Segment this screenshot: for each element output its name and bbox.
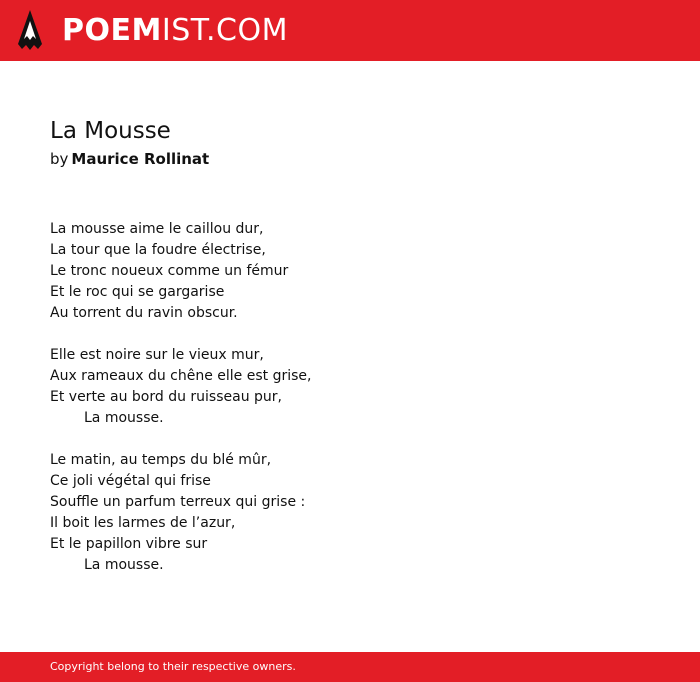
poem-line: Et verte au bord du ruisseau pur, [50, 389, 282, 405]
logo-text-bold: POEM [62, 13, 162, 48]
poem-refrain-line: La mousse. [84, 410, 164, 426]
poem-line: Le tronc noueux comme un fémur [50, 263, 289, 279]
poem-line: Et le roc qui se gargarise [50, 284, 225, 300]
poem-line: Ce joli végétal qui frise [50, 473, 211, 489]
poem-line: Le matin, au temps du blé mûr, [50, 452, 272, 468]
poem-line: Aux rameaux du chêne elle est grise, [50, 368, 312, 384]
stanza-3 [50, 450, 311, 576]
byline [50, 149, 209, 169]
poem-line: Elle est noire sur le vieux mur, [50, 347, 264, 363]
stanza-2 [50, 345, 311, 429]
poem-line: La tour que la foudre électrise, [50, 242, 266, 258]
poem-line: Et le papillon vibre sur [50, 536, 208, 552]
poem-refrain-line: La mousse. [84, 557, 164, 573]
pencil-tip-icon[interactable] [17, 9, 43, 52]
logo-text-light: IST.COM [161, 13, 288, 48]
poem-body [50, 219, 311, 597]
site-header [0, 0, 700, 61]
poem-line: La mousse aime le caillou dur, [50, 221, 264, 237]
site-footer [0, 652, 700, 682]
poem-line: Il boit les larmes de l’azur, [50, 515, 236, 531]
author-name: Maurice Rollinat [71, 150, 210, 168]
stanza-1 [50, 219, 311, 324]
poem-line: Au torrent du ravin obscur. [50, 305, 238, 321]
poem-title: La Mousse [50, 118, 171, 144]
by-label: by [50, 150, 69, 168]
site-logo[interactable] [62, 12, 288, 50]
copyright-notice: Copyright belong to their respective owners. [50, 660, 296, 673]
poem-line: Souffle un parfum terreux qui grise : [50, 494, 306, 510]
